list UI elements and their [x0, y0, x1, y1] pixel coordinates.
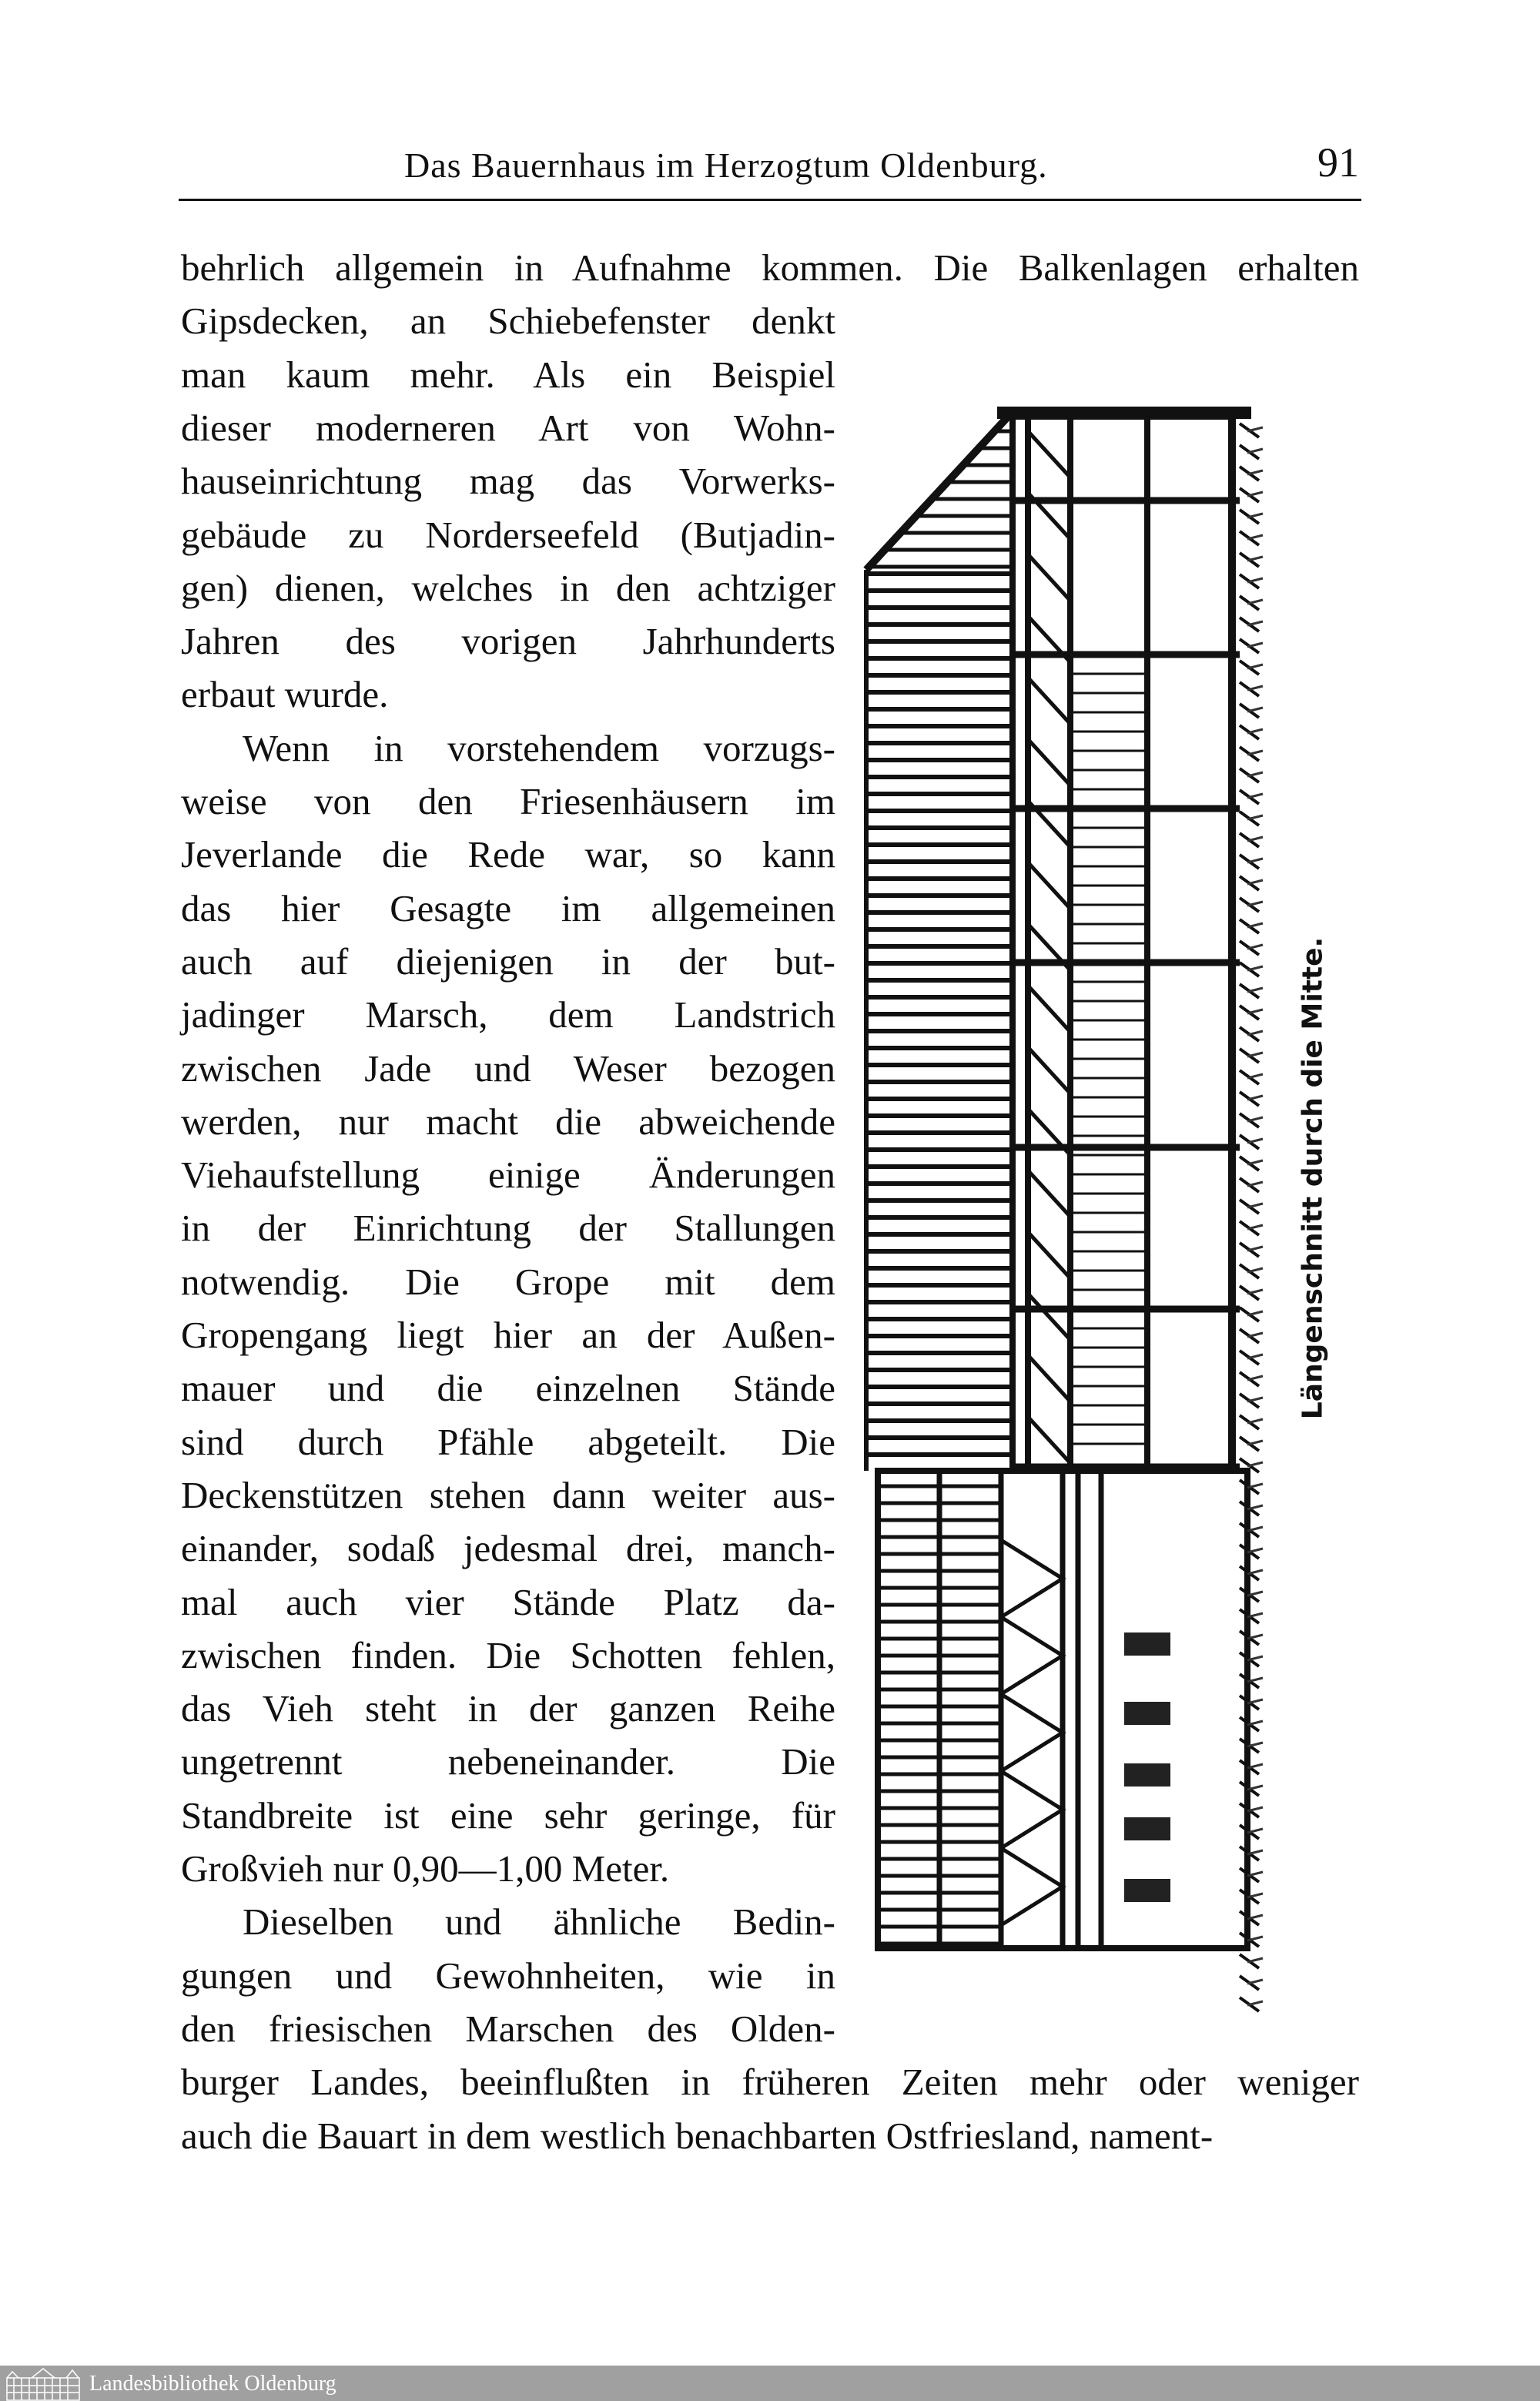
text-line: Dieselben und ähnliche Bedin- [243, 1900, 835, 1944]
text-line: mauer und die einzelnen Stände [181, 1367, 835, 1410]
text-line: den friesischen Marschen des Olden- [181, 2007, 835, 2050]
text-line: gungen und Gewohnheiten, wie in [181, 1954, 835, 1997]
text-line: behrlich allgemein in Aufnahme kommen. Die Balkenlagen erhalten [181, 246, 1359, 289]
text-line: Standbreite ist eine sehr geringe, für [181, 1793, 835, 1837]
running-title: Das Bauernhaus im Herzogtum Oldenburg. [404, 146, 1048, 185]
text-line: weise von den Friesenhäusern im [181, 780, 835, 822]
library-name: Landesbibliothek Oldenburg [89, 2372, 336, 2396]
text-line: Jeverlande die Rede war, so kann [181, 833, 835, 876]
text-line: zwischen finden. Die Schotten fehlen, [181, 1633, 835, 1676]
text-line: hauseinrichtung mag das Vorwerks- [181, 460, 835, 503]
running-header [181, 139, 1359, 193]
text-line: erbaut wurde. [181, 673, 389, 716]
text-line: auch auf diejenigen in der but- [181, 939, 835, 983]
text-line: auch die Bauart in dem westlich benachbarten Ostfriesland, nament- [181, 2114, 1214, 2157]
text-line: notwendig. Die Grope mit dem [181, 1260, 835, 1303]
text-line: Großvieh nur 0,90—1,00 Meter. [181, 1847, 670, 1890]
text-line: Gipsdecken, an Schiebefenster denkt [181, 300, 835, 343]
text-line: Wenn in vorstehendem vorzugs- [243, 726, 835, 769]
text-line: ungetrennt nebeneinander. Die [181, 1740, 835, 1783]
longitudinal-section-figure [847, 308, 1309, 2033]
text-line: das hier Gesagte im allgemeinen [181, 886, 835, 929]
header-rule [179, 199, 1361, 201]
text-line: werden, nur macht die abweichende [181, 1100, 835, 1143]
text-line: Deckenstützen stehen dann weiter aus- [181, 1473, 835, 1516]
footer-bar [0, 2366, 1540, 2401]
text-line: Jahren des vorigen Jahrhunderts [181, 620, 835, 663]
text-line: burger Landes, beeinflußten in früheren Zeiten mehr oder weniger [181, 2061, 1359, 2104]
text-line: gebäude zu Norderseefeld (Butjadin- [181, 513, 835, 556]
text-line: zwischen Jade und Weser bezogen [181, 1046, 835, 1090]
text-line: jadinger Marsch, dem Landstrich [181, 993, 835, 1036]
library-building-logo [5, 2367, 82, 2401]
text-line: gen) dienen, welches in den achtziger [181, 566, 835, 609]
text-line: sind durch Pfähle abgeteilt. Die [181, 1420, 835, 1463]
text-line: man kaum mehr. Als ein Beispiel [181, 353, 835, 396]
text-line: in der Einrichtung der Stallungen [181, 1207, 835, 1250]
text-line: einander, sodaß jedesmal drei, manch- [181, 1527, 835, 1570]
text-line: dieser moderneren Art von Wohn- [181, 406, 835, 449]
text-line: Viehaufstellung einige Änderungen [181, 1154, 835, 1197]
text-line: mal auch vier Stände Platz da- [181, 1580, 835, 1623]
text-line: Gropengang liegt hier an der Außen- [181, 1314, 835, 1356]
figure-caption-text: Längenschnitt durch die Mitte. [1297, 936, 1329, 1420]
page-number: 91 [1317, 139, 1359, 186]
text-line: das Vieh steht in der ganzen Reihe [181, 1687, 835, 1730]
